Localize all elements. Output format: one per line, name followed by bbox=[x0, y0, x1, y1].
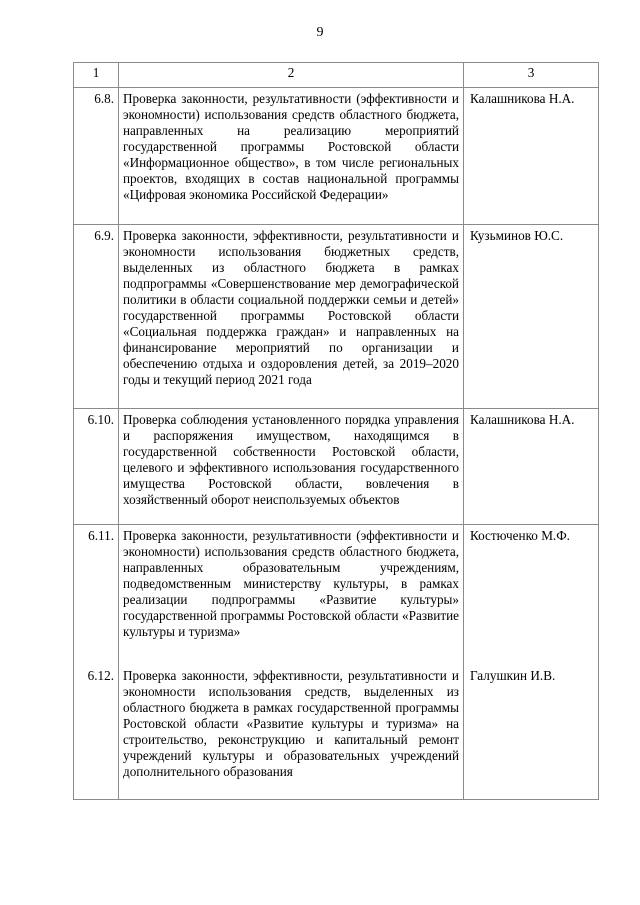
table-row bbox=[74, 409, 599, 525]
table-row bbox=[74, 525, 599, 666]
item-description: Проверка соблюдения установленного порядка управления и распоряжения имуществом, находящимся в государственной собственности Ростовской области, целевого и эффективного использования государственного имущества Ростовской области, вовлечения в хозяйственный оборот неиспользуемых объектов bbox=[123, 412, 459, 507]
item-description: Проверка законности, результативности (эффективности и экономности) использования средств областного бюджета, направленных на реализацию мероприятий государственной программы Ростовской области «Информационное общество», в том числе региональных проектов, входящих в состав национальной программы «Цифровая экономика Российской Федерации» bbox=[123, 91, 459, 202]
table-header-row bbox=[74, 63, 599, 88]
column-header-responsible: 3 bbox=[464, 63, 599, 88]
item-responsible: Галушкин И.В. bbox=[464, 665, 599, 800]
table-row bbox=[74, 665, 599, 800]
audit-plan-table bbox=[73, 62, 599, 800]
column-header-description: 2 bbox=[119, 63, 464, 88]
item-responsible: Калашникова Н.А. bbox=[464, 409, 599, 525]
table-row bbox=[74, 88, 599, 225]
item-responsible: Калашникова Н.А. bbox=[464, 88, 599, 225]
column-header-number: 1 bbox=[74, 63, 119, 88]
item-number: 6.11. bbox=[74, 525, 119, 666]
item-description: Проверка законности, эффективности, результативности и экономности использования средств, выделенных из областного бюджета в рамках государственной программы Ростовской области «Развитие культуры и туризма» на строительство, реконструкцию и капитальный ремонт учреждений культуры и образовательных учреждений дополнительного образования bbox=[123, 668, 459, 779]
item-number: 6.10. bbox=[74, 409, 119, 525]
page-number: 9 bbox=[316, 25, 324, 40]
table-row bbox=[74, 225, 599, 409]
item-number: 6.9. bbox=[74, 225, 119, 409]
item-responsible: Костюченко М.Ф. bbox=[464, 525, 599, 666]
item-number: 6.8. bbox=[74, 88, 119, 225]
item-number: 6.12. bbox=[74, 665, 119, 800]
item-description: Проверка законности, эффективности, результативности и экономности использования бюджетных средств, выделенных из областного бюджета в рамках подпрограммы «Совершенствование мер демографической политики в области социальной поддержки семьи и детей» государственной программы Ростовской области «Социальная поддержка граждан» и направленных на финансирование мероприятий по организации и обеспечению отдыха и оздоровления детей, за 2019–2020 годы и текущий период 2021 года bbox=[123, 228, 459, 387]
item-description: Проверка законности, результативности (эффективности и экономности) использования средств областного бюджета, направленных образовательным учреждениям, подведомственным министерству культуры, в рамках реализации подпрограммы «Развитие культуры» государственной программы Ростовской области «Развитие культуры и туризма» bbox=[123, 528, 459, 639]
item-responsible: Кузьминов Ю.С. bbox=[464, 225, 599, 409]
